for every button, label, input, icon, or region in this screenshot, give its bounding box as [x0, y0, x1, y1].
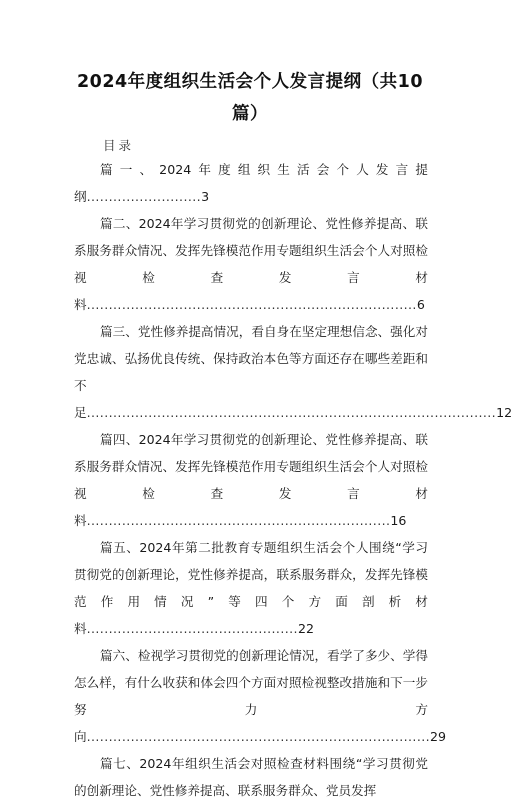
- toc-heading: 目录: [103, 138, 135, 153]
- toc-dot-leader: ..............................................................................: [86, 729, 431, 744]
- toc-entry-text: 篇六、检视学习贯彻党的创新理论情况，看学了多少、学得怎么样，有什么收获和体会四个方面对照检视整改措施和下一步努力方向: [74, 648, 428, 744]
- toc-entry-6[interactable]: [74, 642, 447, 750]
- toc-entry-text: 篇三、党性修养提高情况，看自身在坚定理想信念、强化对党忠诚、弘扬优良传统、保持政治本色等方面还存在哪些差距和不足: [74, 324, 428, 420]
- toc-page-number: 16: [390, 513, 407, 528]
- toc-entry-4[interactable]: [74, 426, 428, 534]
- toc-page-number: 3: [201, 189, 210, 204]
- toc-page-number: 6: [416, 297, 425, 312]
- toc-entry-2[interactable]: [74, 210, 428, 318]
- toc-dot-leader: .............................................................................................: [86, 405, 497, 420]
- table-of-contents: [74, 156, 512, 804]
- toc-page-number: 22: [297, 621, 314, 636]
- toc-page-number: 12: [496, 405, 512, 420]
- toc-dot-leader: ..........................: [86, 189, 202, 204]
- toc-page-number: 29: [430, 729, 447, 744]
- toc-entry-text: 篇七、2024年组织生活会对照检查材料围绕“学习贯彻党的创新理论、党性修养提高、联系服务群众、党员发挥: [74, 756, 428, 798]
- toc-entry-1[interactable]: [74, 156, 428, 210]
- toc-dot-leader: ...........................................................................: [86, 297, 417, 312]
- toc-entry-7[interactable]: [74, 750, 428, 804]
- toc-entry-text: 篇一、2024年度组织生活会个人发言提纲: [74, 162, 428, 204]
- toc-entry-text: 篇四、2024年学习贯彻党的创新理论、党性修养提高、联系服务群众情况、发挥先锋模范作用专题组织生活会个人对照检视检查发言材料: [74, 432, 428, 528]
- document-title: 2024年度组织生活会个人发言提纲（共10篇）: [76, 72, 424, 124]
- toc-entry-text: 篇五、2024年第二批教育专题组织生活会个人围绕“学习贯彻党的创新理论，党性修养提高，联系服务群众，发挥先锋模范作用情况”等四个方面剖析材料: [74, 540, 428, 636]
- toc-entry-3[interactable]: [74, 318, 512, 426]
- toc-dot-leader: ................................................: [86, 621, 298, 636]
- toc-entry-text: 篇二、2024年学习贯彻党的创新理论、党性修养提高、联系服务群众情况、发挥先锋模范作用专题组织生活会个人对照检视检查发言材料: [74, 216, 428, 312]
- toc-dot-leader: .....................................................................: [86, 513, 391, 528]
- toc-entry-5[interactable]: [74, 534, 428, 642]
